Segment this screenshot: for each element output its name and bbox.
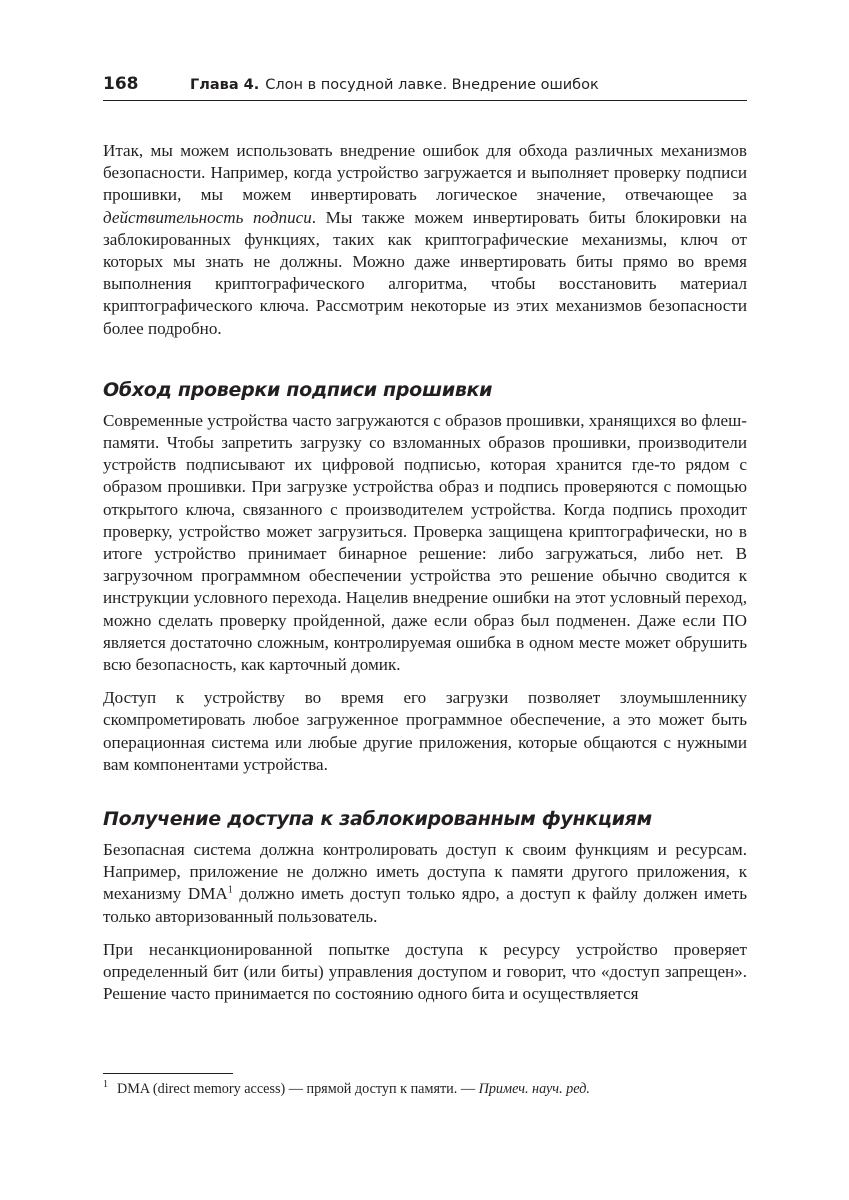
intro-text-part2: . Мы также можем инвертировать биты блокировки на заблокированных функциях, таких как криптографические механизмы, ключ от которых мы знать не должны. Можно даже инвертировать биты прямо во время выполнения криптографического алгоритма, чтобы восстановить материал криптографического ключа. Рассмотрим некоторые из этих механизмов безопасности более подробно. [103,207,748,338]
footnote [103,1080,747,1098]
paragraph: Доступ к устройству во время его загрузки позволяет злоумышленнику скомпрометировать любое загруженное программное обеспечение, а это может быть операционная система или любые другие приложения, которые общаются с нужными вам компонентами устройства. [103,688,747,774]
footnote-reference[interactable]: 1 [227,884,233,896]
running-header [103,74,747,101]
footnote-text: DMA (direct memory access) — прямой доступ к памяти. — [117,1081,479,1097]
footnote-divider [103,1073,233,1074]
paragraph: Современные устройства часто загружаются с образов прошивки, хранящихся во флеш-памяти. Чтобы запретить загрузку со взломанных образов прошивки, производители устройств подписывают их цифровой подписью, которая хранится где-то рядом с образом прошивки. При загрузке устройства образ и подпись проверяются с помощью открытого ключа, связанного с производителем устройства. Когда подпись проходит проверку, устройство может загрузиться. Проверка защищена криптографически, но в итоге устройство принимает бинарное решение: либо загружаться, либо нет. В загрузочном программном обеспечении устройства это решение обычно сводится к инструкции условного перехода. Нацелив внедрение ошибки на этот условный переход, можно сделать проверку пройденной, даже если образ был подменен. Даже если ПО является достаточно сложным, контролируемая ошибка в одном месте может обрушить всю безопасность, как карточный домик. [103,410,747,675]
chapter-label: Глава 4. [190,77,260,93]
intro-emphasis: действительность подписи [103,207,312,227]
section-heading-signature-bypass: Обход проверки подписи прошивки [103,378,493,401]
chapter-title: Слон в посудной лавке. Внедрение ошибок [265,77,599,93]
paragraph-text-part1: Безопасная система должна контролировать доступ к своим функциям и ресурсам. Например, приложение не должно иметь доступа к памяти другого приложения, к механизму DMA [103,840,747,904]
paragraph-text-part2: должно иметь доступ только ядро, а доступ к файлу должен иметь только авторизованный пользователь. [103,884,748,926]
section-heading-locked-functions: Получение доступа к заблокированным функциям [103,808,652,831]
paragraph [103,839,747,928]
footnote-editor-note: Примеч. науч. ред. [478,1081,590,1097]
page-number: 168 [103,74,139,94]
intro-text-part1: Итак, мы можем использовать внедрение ошибок для обхода различных механизмов безопасности. Например, когда устройство загружается и выполняет проверку подписи прошивки, мы можем инвертировать логическое значение, отвечающее за [103,141,747,205]
paragraph: При несанкционированной попытке доступа к ресурсу устройство проверяет определенный бит (или биты) управления доступом и говорит, что «доступ запрещен». Решение часто принимается по состоянию одного бита и осуществляется [103,939,747,1004]
footnote-mark: 1 [103,1079,108,1091]
main-text [103,140,747,1017]
intro-paragraph [103,140,747,340]
